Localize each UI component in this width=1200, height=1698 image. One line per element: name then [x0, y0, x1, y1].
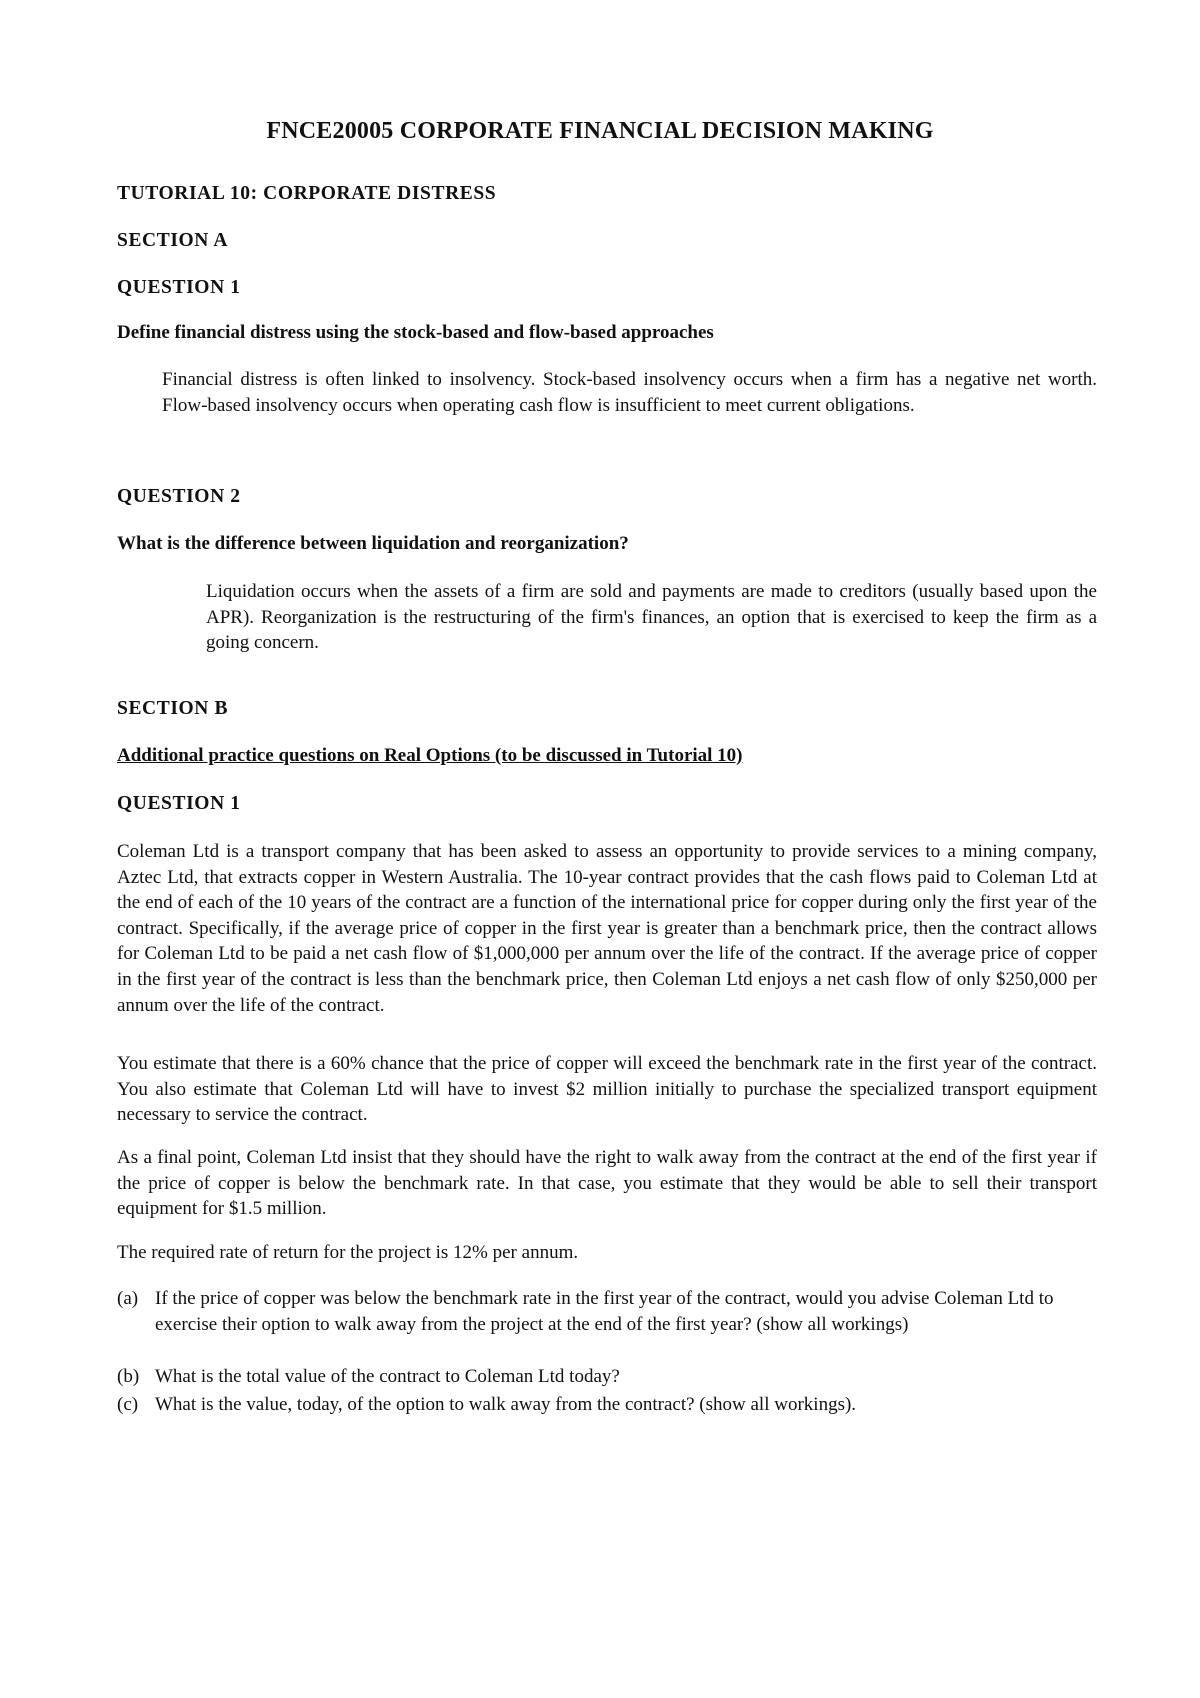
question-part-text: What is the total value of the contract to Coleman Ltd today?: [155, 1366, 620, 1387]
question-part-label: (a): [117, 1288, 139, 1309]
question-part-c: [117, 1392, 1097, 1418]
question-part-text: If the price of copper was below the benchmark rate in the first year of the contract, would you advise Coleman Ltd to exercise their option to walk away from the project at the end of the first year? (show all workings): [155, 1288, 1054, 1335]
question-part-text: What is the value, today, of the option to walk away from the contract? (show all workings).: [155, 1394, 857, 1415]
section-b-note: Additional practice questions on Real Options (to be discussed in Tutorial 10): [117, 745, 743, 766]
document-title: FNCE20005 CORPORATE FINANCIAL DECISION MAKING: [266, 118, 934, 144]
section-b-heading: SECTION B: [117, 698, 229, 719]
section-b-question-1-label: QUESTION 1: [117, 793, 241, 814]
tutorial-heading: TUTORIAL 10: CORPORATE DISTRESS: [117, 183, 497, 204]
section-a-question-1-label: QUESTION 1: [117, 277, 241, 298]
section-b-question-1-paragraph-4: The required rate of return for the project is 12% per annum.: [117, 1242, 579, 1263]
section-b-question-1-paragraph-3: As a final point, Coleman Ltd insist that they should have the right to walk away from the contract at the end of the first year if the price of copper is below the benchmark rate. In that case, you estimate that they would be able to sell their transport equipment for $1.5 million.: [117, 1147, 1097, 1220]
section-a-question-2-label: QUESTION 2: [117, 486, 241, 507]
question-part-b: [117, 1364, 1097, 1390]
section-a-question-2-answer: Liquidation occurs when the assets of a firm are sold and payments are made to creditors (usually based upon the APR). Reorganization is the restructuring of the firm's finances, an option that is exercised to keep the firm as a going concern.: [206, 581, 1097, 654]
question-part-label: (b): [117, 1366, 140, 1387]
section-a-question-1-answer: Financial distress is often linked to insolvency. Stock-based insolvency occurs when a firm has a negative net worth. Flow-based insolvency occurs when operating cash flow is insufficient to meet current obligations.: [162, 369, 1097, 416]
section-a-question-2-prompt: What is the difference between liquidation and reorganization?: [117, 533, 629, 554]
section-b-question-1-paragraph-2: You estimate that there is a 60% chance that the price of copper will exceed the benchmark rate in the first year of the contract. You also estimate that Coleman Ltd will have to invest $2 million initially to purchase the specialized transport equipment necessary to service the contract.: [117, 1053, 1097, 1126]
section-a-heading: SECTION A: [117, 230, 229, 251]
section-a-question-1-prompt: Define financial distress using the stock-based and flow-based approaches: [117, 322, 714, 343]
question-part-a: [117, 1286, 1097, 1337]
question-part-label: (c): [117, 1394, 139, 1415]
section-b-question-1-paragraph-1: Coleman Ltd is a transport company that has been asked to assess an opportunity to provide services to a mining company, Aztec Ltd, that extracts copper in Western Australia. The 10-year contract provides that the cash flows paid to Coleman Ltd at the end of each of the 10 years of the contract are a function of the international price for copper during only the first year of the contract. Specifically, if the average price of copper in the first year is greater than a benchmark price, then the contract allows for Coleman Ltd to be paid a net cash flow of $1,000,000 per annum over the life of the contract. If the average price of copper in the first year of the contract is less than the benchmark price, then Coleman Ltd enjoys a net cash flow of only $250,000 per annum over the life of the contract.: [117, 841, 1097, 1016]
